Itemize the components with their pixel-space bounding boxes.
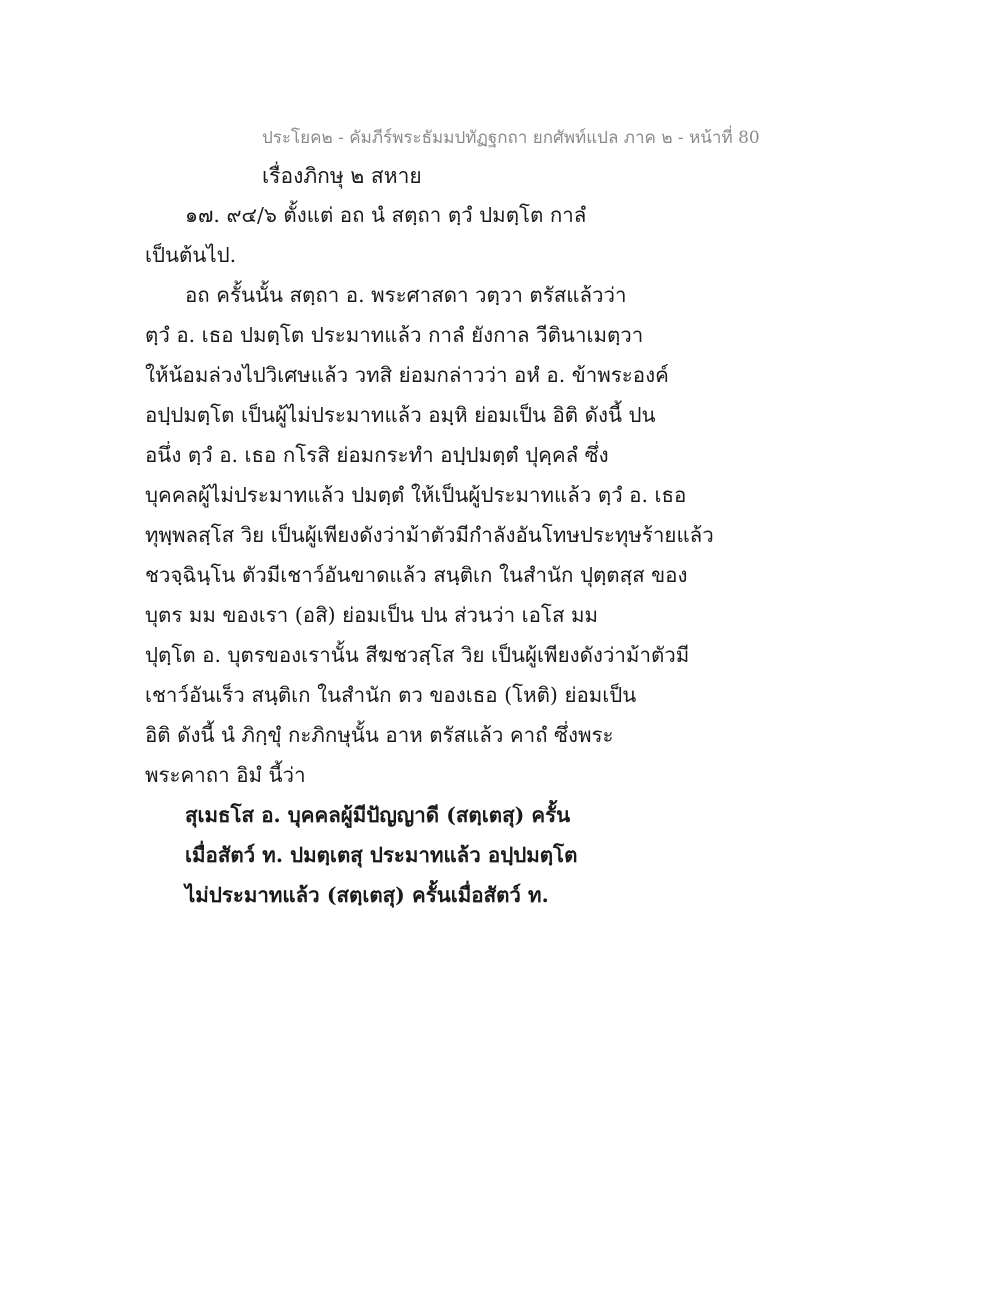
body-line: อนึ่ง ตฺวํ อ. เธอ กโรสิ ย่อมกระทำ อปฺปมตฺตํ ปุคฺคลํ ซึ่ง bbox=[145, 443, 609, 467]
body-line: พระคาถา อิมํ นี้ว่า bbox=[145, 763, 306, 787]
body-line: ตฺวํ อ. เธอ ปมตฺโต ประมาทแล้ว กาลํ ยังกาล วีตินาเมตฺวา bbox=[145, 323, 644, 347]
body-line: บุคคลผู้ไม่ประมาทแล้ว ปมตฺตํ ให้เป็นผู้ประมาทแล้ว ตฺวํ อ. เธอ bbox=[145, 483, 687, 507]
page-header: ประโยค๒ - คัมภีร์พระธัมมปทัฏฐกถา ยกศัพท์แปล ภาค ๒ - หน้าที่ 80 bbox=[262, 128, 760, 148]
verse-line: ไม่ประมาทแล้ว (สตฺเตสุ) ครั้นเมื่อสัตว์ ท. bbox=[185, 883, 549, 907]
body-line: ๑๗. ๙๔/๖ ตั้งแต่ อถ นํ สตฺถา ตฺวํ ปมตฺโต กาลํ bbox=[185, 203, 587, 227]
body-line: เชาว์อันเร็ว สนฺติเก ในสำนัก ตว ของเธอ (โหติ) ย่อมเป็น bbox=[145, 683, 637, 707]
body-line: ปุตฺโต อ. บุตรของเรานั้น สีฆชวสฺโส วิย เป็นผู้เพียงดังว่าม้าตัวมี bbox=[145, 643, 690, 667]
body-line: ชวจฺฉินฺโน ตัวมีเชาว์อันขาดแล้ว สนฺติเก ในสำนัก ปุตฺตสฺส ของ bbox=[145, 563, 688, 587]
verse-line: เมื่อสัตว์ ท. ปมตฺเตสุ ประมาทแล้ว อปฺปมตฺโต bbox=[185, 843, 578, 867]
story-title: เรื่องภิกษุ ๒ สหาย bbox=[262, 164, 422, 188]
verse-line: สุเมธโส อ. บุคคลผู้มีปัญญาดี (สตฺเตสุ) ครั้น bbox=[185, 803, 571, 827]
body-line: บุตร มม ของเรา (อสิ) ย่อมเป็น ปน ส่วนว่า เอโส มม bbox=[145, 603, 599, 627]
body-line: เป็นต้นไป. bbox=[145, 243, 237, 267]
body-line: ทุพฺพลสฺโส วิย เป็นผู้เพียงดังว่าม้าตัวมีกำลังอันโทษประทุษร้ายแล้ว bbox=[145, 523, 714, 547]
body-line: ให้น้อมล่วงไปวิเศษแล้ว วทสิ ย่อมกล่าวว่า อหํ อ. ข้าพระองค์ bbox=[145, 363, 669, 387]
body-line: อถ ครั้นนั้น สตฺถา อ. พระศาสดา วตฺวา ตรัสแล้วว่า bbox=[185, 283, 627, 307]
body-line: อปฺปมตฺโต เป็นผู้ไม่ประมาทแล้ว อมฺหิ ย่อมเป็น อิติ ดังนี้ ปน bbox=[145, 403, 656, 427]
body-line: อิติ ดังนี้ นํ ภิกฺขุํ กะภิกษุนั้น อาห ตรัสแล้ว คาถํ ซึ่งพระ bbox=[145, 723, 614, 747]
